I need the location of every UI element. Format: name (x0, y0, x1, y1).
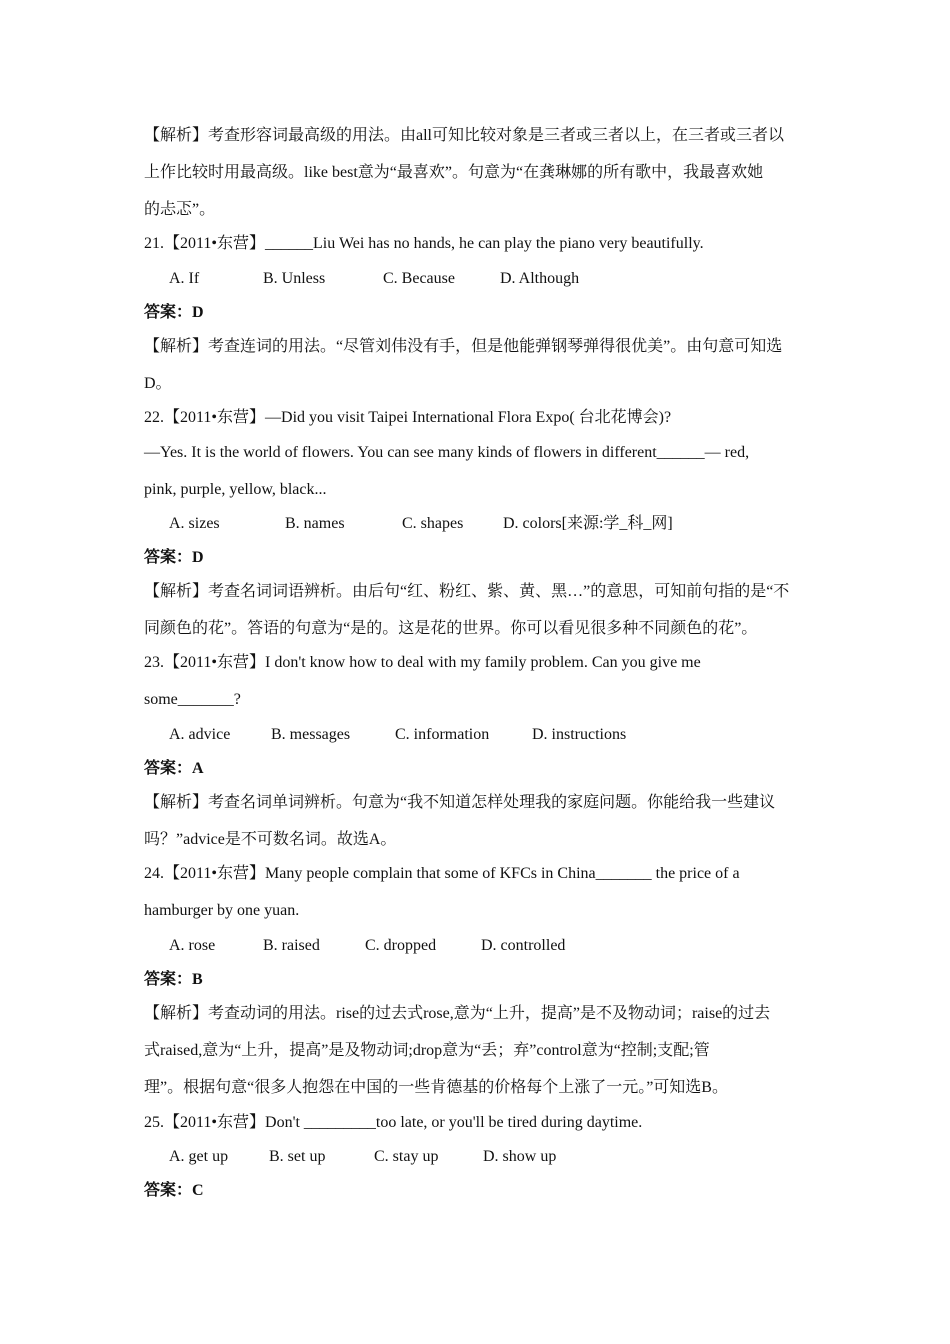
analysis-20-line-1: 【解析】考查形容词最高级的用法。由all可知比较对象是三者或三者以上，在三者或三者以 (144, 127, 784, 144)
question-22-line-2: —Yes. It is the world of flowers. You can see many kinds of flowers in different______— red, (144, 444, 750, 461)
option-25-a: A. get up (169, 1148, 229, 1165)
analysis-20-line-3: 的忐忑”。 (144, 201, 216, 218)
analysis-22-line-1: 【解析】考查名词词语辨析。由后句“红、粉红、紫、黄、黑…”的意思，可知前句指的是“不 (144, 583, 790, 600)
option-22-c: C. shapes (402, 515, 464, 532)
option-21-c: C. Because (383, 270, 455, 287)
question-23-line-1: 23.【2011•东营】I don't know how to deal with my family problem. Can you give me (144, 654, 701, 671)
analysis-22-line-2: 同颜色的花”。答语的句意为“是的。这是花的世界。你可以看见很多种不同颜色的花”。 (144, 620, 758, 637)
question-25: 25.【2011•东营】Don't _________too late, or you'll be tired during daytime. (144, 1114, 643, 1131)
option-21-d: D. Although (500, 270, 580, 287)
question-21: 21.【2011•东营】______Liu Wei has no hands, he can play the piano very beautifully. (144, 235, 704, 252)
analysis-20-line-2: 上作比较时用最高级。like best意为“最喜欢”。句意为“在龚琳娜的所有歌中，我最喜欢她 (144, 164, 764, 181)
answer-21: 答案：D (144, 304, 204, 321)
option-21-a: A. If (169, 270, 200, 287)
analysis-24-line-1: 【解析】考查动词的用法。rise的过去式rose,意为“上升，提高”是不及物动词；raise的过去 (144, 1005, 771, 1022)
answer-23: 答案：A (144, 760, 204, 777)
question-22-line-3: pink, purple, yellow, black... (144, 481, 327, 498)
option-23-c: C. information (395, 726, 490, 743)
analysis-21-line-1: 【解析】考查连词的用法。“尽管刘伟没有手，但是他能弹钢琴弹得很优美”。由句意可知选 (144, 338, 783, 355)
option-22-b: B. names (285, 515, 345, 532)
option-24-c: C. dropped (365, 937, 437, 954)
option-24-a: A. rose (169, 937, 216, 954)
question-24-line-1: 24.【2011•东营】Many people complain that some of KFCs in China_______ the price of a (144, 865, 740, 882)
option-22-d: D. colors[来源:学_科_网] (503, 515, 673, 532)
analysis-23-line-2: 吗？”advice是不可数名词。故选A。 (144, 831, 397, 848)
option-23-a: A. advice (169, 726, 231, 743)
analysis-23-line-1: 【解析】考查名词单词辨析。句意为“我不知道怎样处理我的家庭问题。你能给我一些建议 (144, 794, 776, 811)
option-21-b: B. Unless (263, 270, 326, 287)
analysis-24-line-3: 理”。根据句意“很多人抱怨在中国的一些肯德基的价格每个上涨了一元。”可知选B。 (144, 1079, 728, 1096)
option-23-d: D. instructions (532, 726, 627, 743)
option-24-d: D. controlled (481, 937, 566, 954)
question-24-line-2: hamburger by one yuan. (144, 902, 300, 919)
question-23-line-2: some_______? (144, 691, 241, 708)
answer-24: 答案：B (144, 971, 203, 988)
answer-25: 答案：C (144, 1182, 204, 1199)
option-25-d: D. show up (483, 1148, 557, 1165)
option-25-c: C. stay up (374, 1148, 439, 1165)
option-23-b: B. messages (271, 726, 351, 743)
option-22-a: A. sizes (169, 515, 220, 532)
answer-22: 答案：D (144, 549, 204, 566)
analysis-24-line-2: 式raised,意为“上升，提高”是及物动词;drop意为“丢；弃”control意为“控制;支配;管 (144, 1042, 710, 1059)
analysis-21-line-2: D。 (144, 375, 172, 392)
question-22-line-1: 22.【2011•东营】—Did you visit Taipei International Flora Expo( 台北花博会)? (144, 409, 672, 426)
option-25-b: B. set up (269, 1148, 326, 1165)
option-24-b: B. raised (263, 937, 320, 954)
